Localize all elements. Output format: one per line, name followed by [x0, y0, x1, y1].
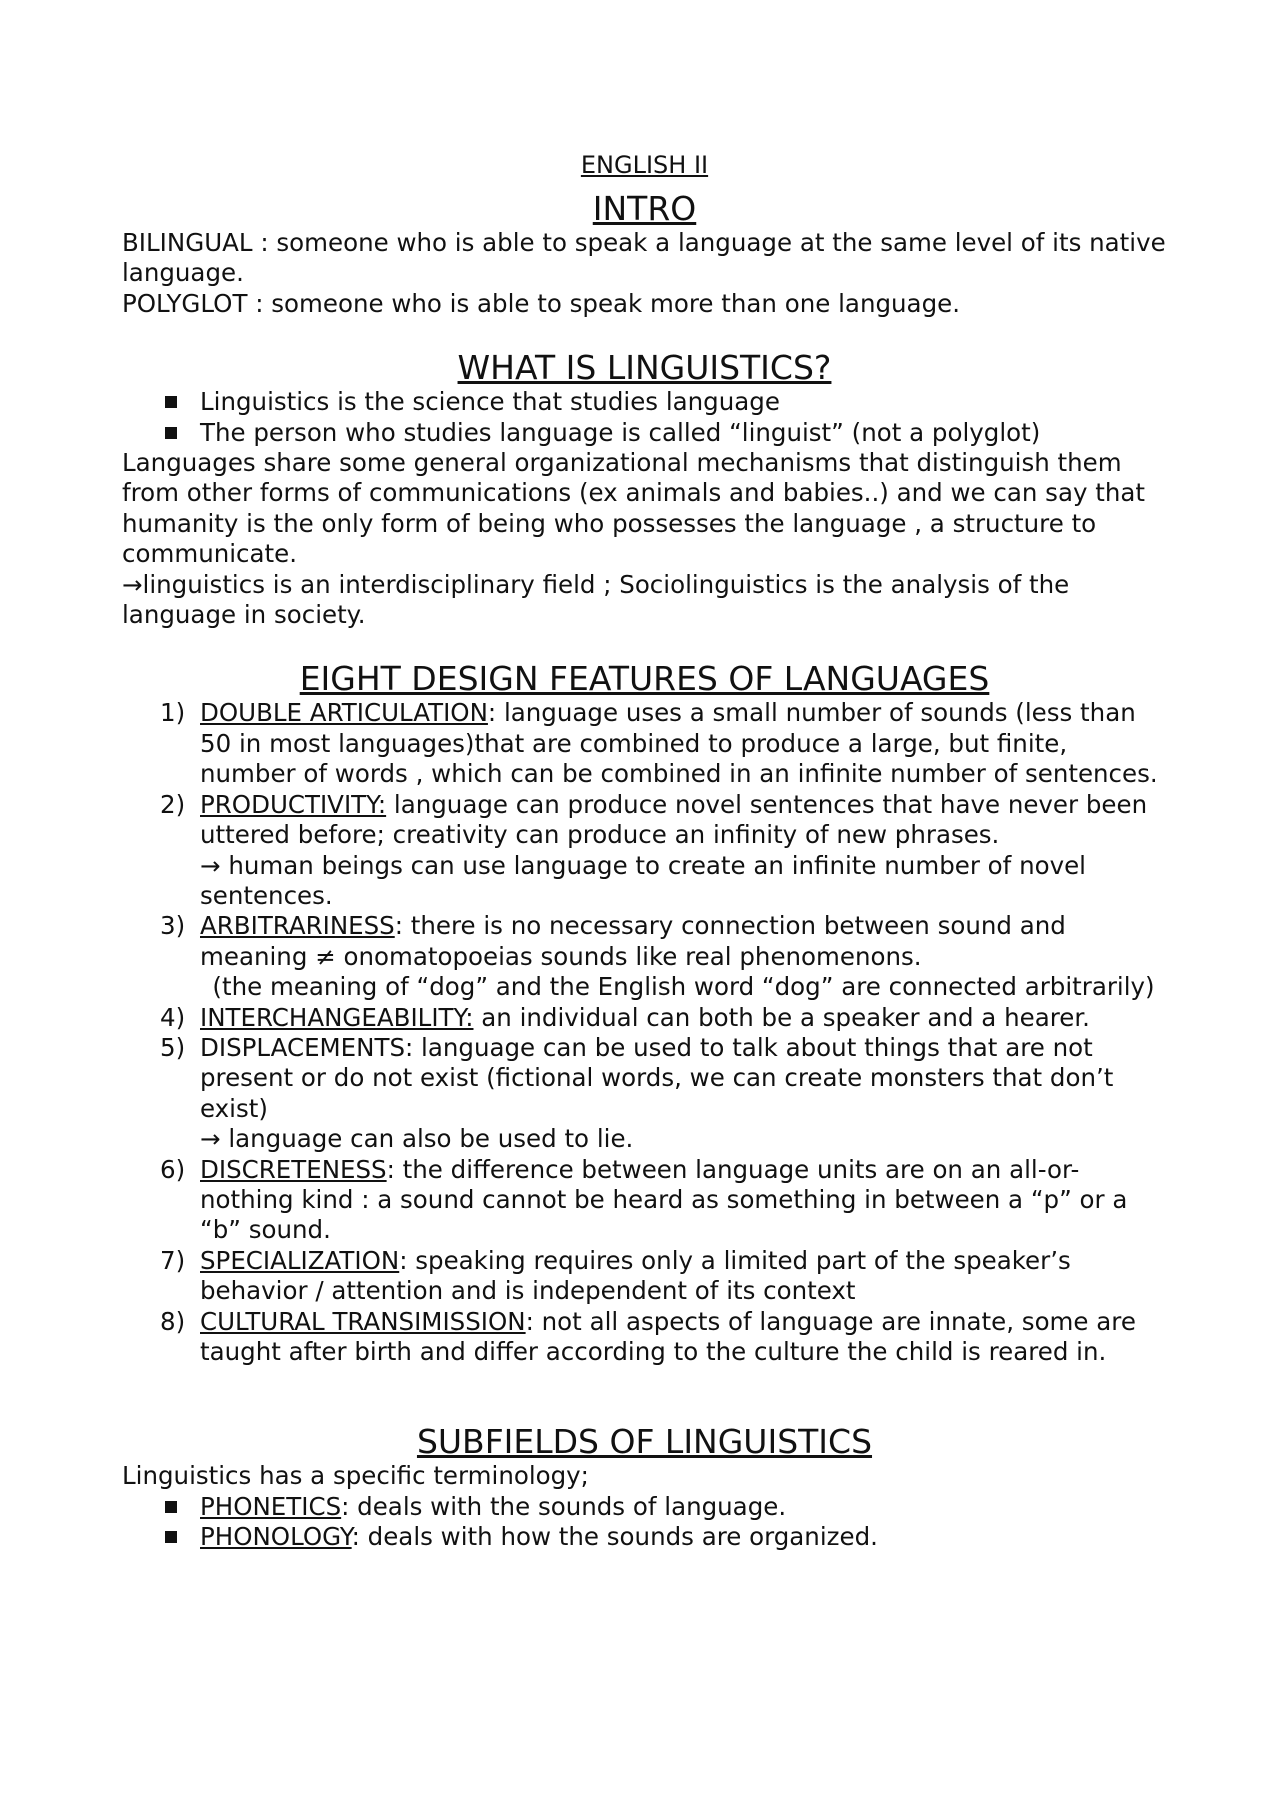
feature-term: INTERCHANGEABILITY:: [200, 1002, 474, 1032]
feature-item-specialization: [122, 1246, 1167, 1307]
subfield-text: : deals with the sounds of language.: [341, 1491, 787, 1521]
feature-number: 1): [160, 698, 186, 728]
feature-text: : speaking requires only a limited part of the speaker’s behavior / attention and is independent of its context: [200, 1245, 1071, 1306]
subfields-intro: Linguistics has a specific terminology;: [122, 1461, 589, 1491]
feature-extra: → human beings can use language to create an infinite number of novel sentences.: [200, 850, 1086, 910]
feature-item-displacements: [122, 1033, 1167, 1155]
feature-number: 3): [160, 911, 186, 941]
list-item: The person who studies language is called “linguist” (not a polyglot): [165, 418, 1167, 448]
feature-text: : the difference between language units are on an all-or-nothing kind : a sound cannot be heard as something in between a “p” or a “b” sound.: [200, 1154, 1128, 1245]
feature-item-discreteness: [122, 1155, 1167, 1246]
feature-item-cultural-transmission: [122, 1307, 1167, 1368]
feature-text: : there is no necessary connection between sound and meaning ≠ onomatopoeias sounds like real phenomenons.: [200, 911, 1066, 971]
feature-text: : language uses a small number of sounds (less than 50 in most languages)that are combined to produce a large, but finite, number of words , which can be combined in an infinite number of sentences.: [200, 698, 1158, 789]
feature-text: an individual can both be a speaker and a hearer.: [473, 1002, 1090, 1032]
subfield-term: PHONOLOGY: [200, 1522, 352, 1552]
definition-bilingual: BILINGUAL : someone who is able to speak a language at the same level of its native language.: [122, 228, 1166, 288]
feature-term: SPECIALIZATION: [200, 1245, 400, 1275]
feature-item-double-articulation: [122, 698, 1167, 789]
linguistics-bullet-list: [122, 387, 1167, 448]
feature-note: (the meaning of “dog” and the English word “dog” are connected arbitrarily): [212, 972, 1155, 1002]
feature-term: ARBITRARINESS: [200, 911, 395, 941]
subfield-text: : deals with how the sounds are organized.: [351, 1522, 878, 1552]
feature-number: 2): [160, 789, 186, 819]
document-title: ENGLISH II: [580, 151, 709, 179]
feature-item-productivity: [122, 790, 1167, 912]
section-heading-features: EIGHT DESIGN FEATURES OF LANGUAGES: [299, 659, 990, 699]
feature-term: DISCRETENESS: [200, 1154, 387, 1184]
feature-number: 4): [160, 1002, 186, 1032]
features-list: [122, 698, 1167, 1367]
feature-item-arbitrariness: [122, 911, 1167, 1002]
feature-text: : not all aspects of language are innate, some are taught after birth and differ according to the culture the child is reared in.: [200, 1306, 1136, 1366]
list-item: Linguistics is the science that studies language: [165, 387, 1167, 417]
definition-polyglot: POLYGLOT : someone who is able to speak more than one language.: [122, 288, 960, 318]
section-heading-intro: INTRO: [592, 189, 697, 228]
feature-term: CULTURAL TRANSIMISSION: [200, 1306, 526, 1336]
list-item: [165, 1492, 1167, 1522]
feature-text: DISPLACEMENTS: language can be used to talk about things that are not present or do not exist (fictional words, we can create monsters that don’t exist): [200, 1032, 1114, 1123]
section-heading-linguistics: WHAT IS LINGUISTICS?: [457, 348, 832, 388]
linguistics-paragraph: Languages share some general organizational mechanisms that distinguish them from other forms of communications (ex animals and babies..) and we can say that humanity is the only form of being who possesses the language , a structure to communicate.: [122, 448, 1145, 569]
feature-number: 5): [160, 1032, 186, 1062]
feature-extra: → language can also be used to lie.: [200, 1124, 634, 1154]
list-item: [165, 1522, 1167, 1552]
section-heading-subfields: SUBFIELDS OF LINGUISTICS: [416, 1422, 873, 1462]
subfields-bullet-list: [122, 1492, 1167, 1553]
subfield-term: PHONETICS: [200, 1491, 342, 1521]
feature-item-interchangeability: [122, 1003, 1167, 1033]
feature-term: PRODUCTIVITY:: [200, 789, 387, 819]
feature-number: 7): [160, 1245, 186, 1275]
feature-number: 6): [160, 1154, 186, 1184]
feature-number: 8): [160, 1306, 186, 1336]
linguistics-arrow-paragraph: →linguistics is an interdisciplinary field ; Sociolinguistics is the analysis of the language in society.: [122, 569, 1070, 630]
document-page: [122, 150, 1167, 1553]
feature-term: DOUBLE ARTICULATION: [200, 698, 488, 728]
feature-text: language can produce novel sentences that have never been uttered before; creativity can produce an infinity of new phrases.: [200, 789, 1148, 850]
